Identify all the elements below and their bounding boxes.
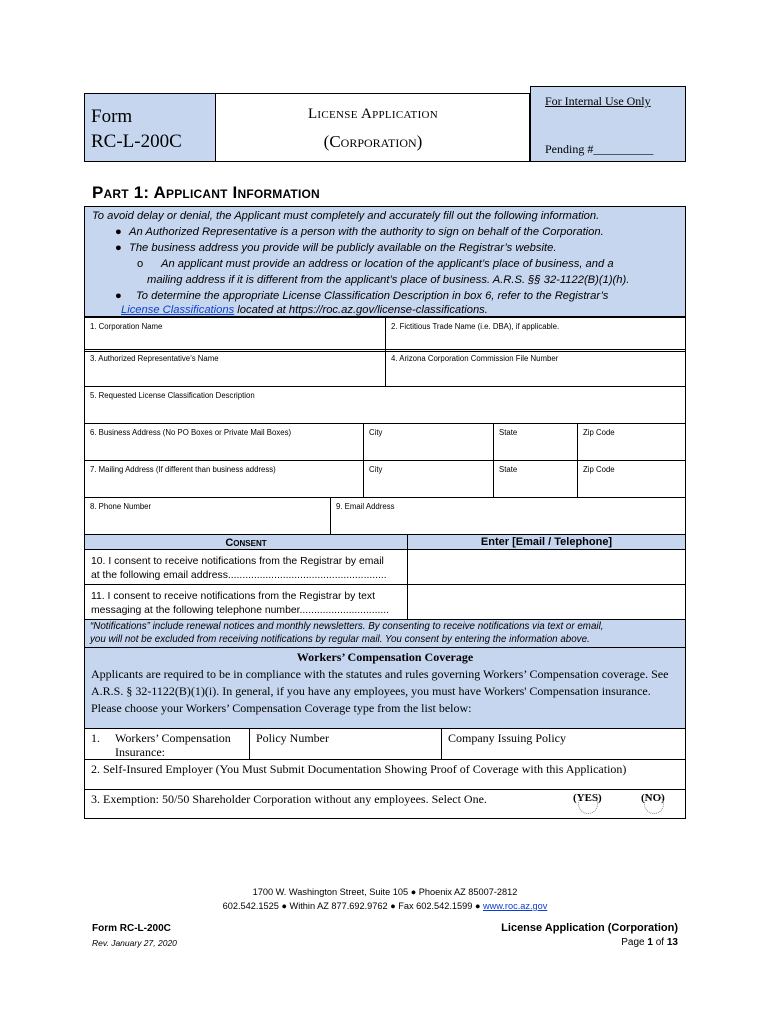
footer-revision: Rev. January 27, 2020 [92,938,177,948]
workers-comp-box [84,647,686,729]
trade-name-field[interactable] [385,317,686,352]
consent-email-input[interactable] [407,549,686,585]
option-1-text-1: Workers’ Compensation [115,731,231,745]
footer-doc-title: License Application (Corporation) [501,922,678,934]
notice-line-2: you will not be excluded from receiving notifications by regular mail. You consent by entering the information above. [90,634,590,645]
bullet-icon: ● [115,242,122,254]
business-zip-field[interactable] [577,423,686,461]
mailing-zip-field[interactable] [577,460,686,498]
page-indicator: Page 1 of 13 [621,937,678,948]
option-number: 1. [91,731,100,745]
consent-email-row [84,549,408,585]
workers-comp-title: Workers’ Compensation Coverage [296,650,474,664]
option-2-text: 2. Self-Insured Employer (You Must Submit Documentation Showing Proof of Coverage with this Application) [91,762,627,776]
consent-header-left [84,534,408,550]
wc-option-3 [84,789,686,819]
license-classification-field[interactable] [84,386,686,424]
company-issuing-field[interactable] [441,728,686,760]
instruction-bullet-1: An Authorized Representative is a person with the authority to sign on behalf of the Corporation. [129,226,604,238]
instruction-sub-1a: An applicant must provide an address or location of the applicant’s place of business, and a [161,258,614,270]
no-radio-circle[interactable] [644,794,664,814]
field-label: City [369,465,383,474]
field-label: State [499,428,518,437]
field-label: 6. Business Address (No PO Boxes or Private Mail Boxes) [90,428,292,437]
yes-option[interactable]: (YES) [573,792,602,804]
field-label: Zip Code [583,428,615,437]
mailing-city-field[interactable] [363,460,494,498]
consent-text-text-1: 11. I consent to receive notifications from the Registrar by text [91,591,375,602]
option-1-text-2: Insurance: [115,745,165,759]
website-link[interactable]: www.roc.az.gov [482,901,548,911]
mailing-address-field[interactable] [84,460,364,498]
section-title: Part 1: Applicant Information [92,183,320,202]
phone-number-field[interactable] [84,497,331,535]
form-number: RC-L-200C [91,131,182,152]
form-id-box [84,93,216,162]
instruction-sub-1b: mailing address if it is different from the applicant’s place of business. A.R.S. §§ 32-1122(B)(1)(h). [147,274,630,286]
corporation-name-field[interactable] [84,317,386,352]
form-subtitle: (Corporation) [323,132,423,151]
internal-use-box [530,86,686,162]
field-label: 2. Fictitious Trade Name (i.e. DBA), if applicable. [391,322,560,331]
consent-header: Consent [225,537,267,549]
acc-file-number-field[interactable] [385,349,686,387]
instruction-bullet-3a: To determine the appropriate License Classification Description in box 6, refer to the Registrar’s [136,290,609,302]
field-label: 8. Phone Number [90,502,152,511]
footer-contact: 602.542.1525 ● Within AZ 877.692.9762 ● Fax 602.542.1599 ● www.roc.az.gov [222,901,548,911]
yes-radio-circle[interactable] [578,794,598,814]
field-label: 9. Email Address [336,502,395,511]
consent-header-right [407,534,686,550]
business-city-field[interactable] [363,423,494,461]
workers-comp-paragraph: Applicants are required to be in compliance with the statutes and rules governing Workers’ Compensation coverage. See A.R.S. § 32-1122(B)(1)(i). In general, if you have any employees, you must have Workers' Compensation insurance. Please choose your Workers’ Compensation Coverage type from the list below: [91,667,669,715]
business-address-field[interactable] [84,423,364,461]
field-label: City [369,428,383,437]
field-label: Zip Code [583,465,615,474]
field-label: 7. Mailing Address (If different than business address) [90,465,276,474]
instruction-intro: To avoid delay or denial, the Applicant must completely and accurately fill out the following information. [92,210,600,222]
consent-phone-input[interactable] [407,584,686,620]
policy-number-field[interactable] [249,728,442,760]
policy-number-label: Policy Number [256,731,329,745]
no-option[interactable]: (NO) [641,792,665,804]
wc-option-2[interactable] [84,759,686,790]
bullet-icon: ● [115,290,122,302]
instructions-box [84,206,686,317]
internal-use-label: For Internal Use Only [545,94,651,108]
mailing-state-field[interactable] [493,460,578,498]
bullet-icon: ● [115,226,122,238]
license-classifications-link[interactable]: License Classifications [121,304,235,316]
business-state-field[interactable] [493,423,578,461]
notice-line-1: “Notifications” include renewal notices and monthly newsletters. By consenting to receive notifications via text or email, [90,621,604,632]
footer-form-id: Form RC-L-200C [92,923,171,934]
field-label: 3. Authorized Representative’s Name [90,354,219,363]
authorized-rep-field[interactable] [84,349,386,387]
consent-email-text-1: 10. I consent to receive notifications from the Registrar by email [91,556,384,567]
title-box [216,93,530,162]
field-label: 5. Requested License Classification Description [90,391,255,400]
form-title: License Application [307,106,439,122]
footer-address: 1700 W. Washington Street, Suite 105 ● Phoenix AZ 85007-2812 [252,887,518,897]
option-3-text: 3. Exemption: 50/50 Shareholder Corporation without any employees. Select One. [91,792,487,806]
field-label: State [499,465,518,474]
email-address-field[interactable] [330,497,686,535]
pending-field[interactable]: Pending #__________ [545,142,654,156]
company-issuing-label: Company Issuing Policy [448,731,567,745]
consent-email-text-2: at the following email address....................................................... [91,570,387,581]
wc-option-1-label [84,728,250,760]
notifications-notice [84,619,686,648]
sub-bullet-icon: o [137,258,144,270]
instruction-bullet-2: The business address you provide will be publicly available on the Registrar’s website. [129,242,557,254]
form-word: Form [91,106,133,127]
consent-text-row [84,584,408,620]
enter-header: Enter [Email / Telephone] [480,536,613,548]
field-label: 4. Arizona Corporation Commission File Number [391,354,559,363]
instruction-bullet-3b: License Classifications located at https://roc.az.gov/license-classifications. [121,304,488,316]
consent-text-text-2: messaging at the following telephone number............................... [91,605,390,616]
field-label: 1. Corporation Name [90,322,163,331]
